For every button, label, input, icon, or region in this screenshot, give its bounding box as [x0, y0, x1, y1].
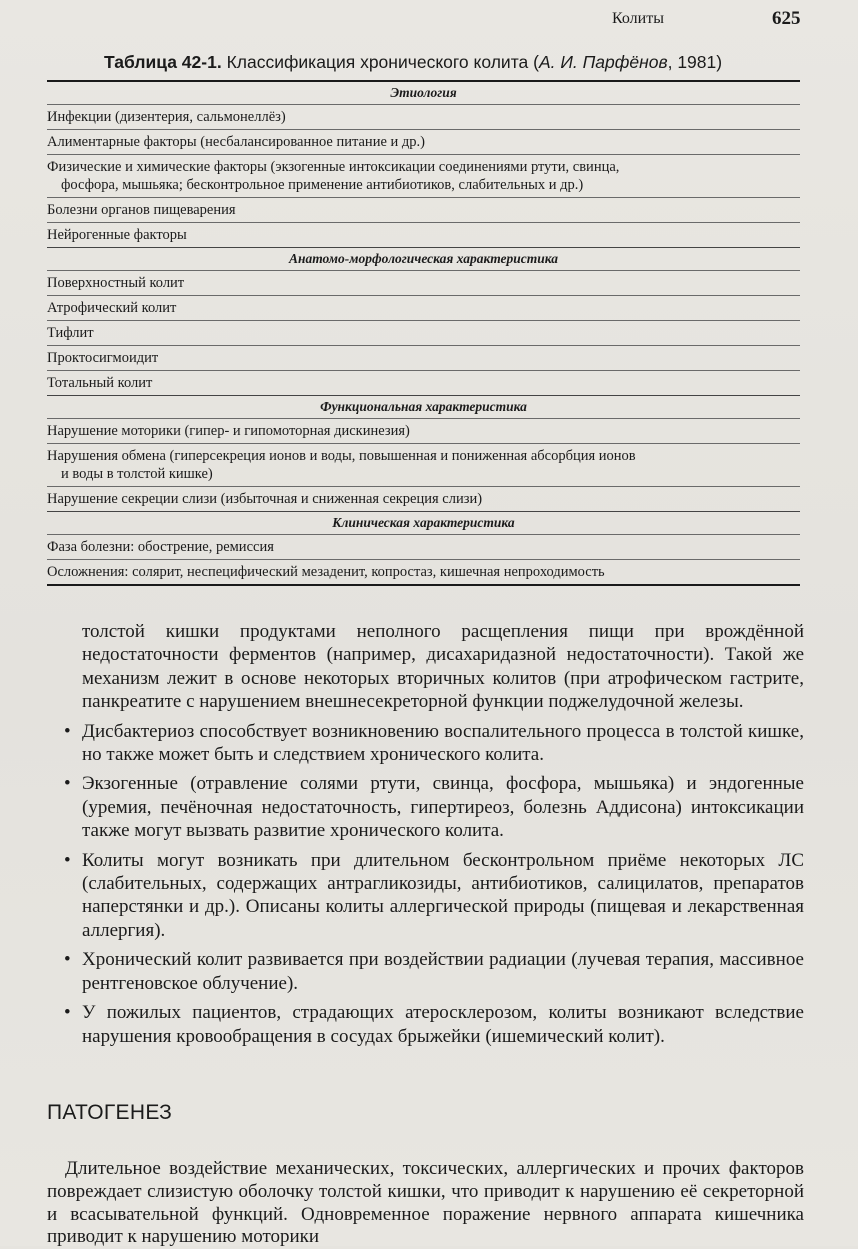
bullet-dot-icon: • — [64, 720, 71, 742]
body-text — [64, 620, 804, 1048]
table-caption-text: Классификация хронического колита ( — [226, 52, 539, 72]
table-bottom-rule — [47, 584, 800, 586]
bullet-item — [64, 772, 804, 842]
page-header — [0, 8, 858, 34]
table-cell-text: Нейрогенные факторы — [47, 227, 187, 243]
table-cell-text: Алиментарные факторы (несбалансированное питание и др.) — [47, 134, 425, 150]
table-row — [47, 295, 800, 320]
table-cell-text: Осложнения: солярит, неспецифический мезаденит, копростаз, кишечная непроходимость — [47, 564, 605, 580]
bullet-dot-icon: • — [64, 773, 71, 795]
table-cell-text: Тифлит — [47, 325, 94, 341]
table-caption-year: , 1981) — [667, 52, 723, 72]
table-cell-text: Фаза болезни: обострение, ремиссия — [47, 539, 274, 555]
page-number: 625 — [772, 8, 801, 29]
table-row — [47, 154, 800, 197]
table-cell-text: Инфекции (дизентерия, сальмонеллёз) — [47, 109, 286, 125]
table-row — [47, 370, 800, 395]
bullet-text: Экзогенные (отравление солями ртути, свинца, фосфора, мышьяка) и эндогенные (уремия, печёночная недостаточность, гипертиреоз, болезнь Аддисона) интоксикации также могут вызвать развитие хронического колита. — [82, 773, 804, 842]
bullet-dot-icon: • — [64, 1002, 71, 1024]
table-cell-text: Болезни органов пищеварения — [47, 202, 236, 218]
table-caption — [104, 52, 804, 73]
section-title-pathogenesis: ПАТОГЕНЕЗ — [47, 1101, 173, 1124]
bullet-text: Хронический колит развивается при воздействии радиации (лучевая терапия, массивное рентгеновское облучение). — [82, 949, 804, 994]
table-row — [47, 222, 800, 247]
table-section-heading: Анатомо-морфологическая характеристика — [47, 247, 800, 270]
bullet-text: Дисбактериоз способствует возникновению воспалительного процесса в толстой кишке, но также может быть и следствием хронического колита. — [82, 720, 804, 766]
table-row — [47, 320, 800, 345]
bullet-item — [64, 948, 804, 995]
table-cell-text: Нарушение секреции слизи (избыточная и сниженная секреция слизи) — [47, 491, 483, 507]
table-row — [47, 129, 800, 154]
table-cell-continuation: фосфора, мышьяка; бесконтрольное применение антибиотиков, слабительных и др.) — [61, 177, 584, 193]
table-cell-text: Нарушения обмена (гиперсекреция ионов и воды, повышенная и пониженная абсорбция ионов — [47, 448, 636, 464]
table-row — [47, 486, 800, 511]
table-row — [47, 534, 800, 559]
bullet-text: Колиты могут возникать при длительном бесконтрольном приёме некоторых ЛС (слабительных, содержащих антрагликозиды, антибиотиков, салицилатов, препаратов наперстянки и др.). Описаны колиты аллергической природы (пищевая и лекарственная аллергия). — [82, 849, 804, 941]
table-section-heading: Функциональная характеристика — [47, 395, 800, 418]
table-row — [47, 559, 800, 584]
bullet-dot-icon: • — [64, 949, 71, 971]
bullet-list — [64, 720, 804, 1048]
table-cell-text: Поверхностный колит — [47, 275, 185, 291]
table-cell-text: Проктосигмоидит — [47, 350, 159, 366]
table-row — [47, 443, 800, 486]
table-section-heading: Этиология — [390, 85, 457, 100]
table-cell-text: Физические и химические факторы (экзогенные интоксикации соединениями ртути, свинца, — [47, 159, 620, 175]
table-cell-text: Атрофический колит — [47, 300, 177, 316]
continuation-paragraph: толстой кишки продуктами неполного расщепления пищи при врождённой недостаточности ферментов (например, дисахаридазной недостаточности). Такой же механизм лежит в основе некоторых вторичных колитов (при атрофическом гастрите, панкреатите с нарушением внешнесекреторной функции поджелудочной железы. — [82, 621, 804, 713]
table-row — [47, 418, 800, 443]
bullet-item — [64, 1001, 804, 1048]
table-row — [47, 104, 800, 129]
table-cell-text: Нарушение моторики (гипер- и гипомоторная дискинезия) — [47, 423, 410, 439]
bullet-text: У пожилых пациентов, страдающих атеросклерозом, колиты возникают вследствие нарушения кровообращения в сосудах брыжейки (ишемический колит). — [82, 1002, 804, 1047]
table-section-heading: Клиническая характеристика — [47, 511, 800, 534]
table-row — [47, 197, 800, 222]
table-label: Таблица 42-1. — [104, 52, 222, 72]
table-cell-text: Тотальный колит — [47, 375, 153, 391]
pathogenesis-paragraph: Длительное воздействие механических, токсических, аллергических и прочих факторов повреждает слизистую оболочку толстой кишки, что приводит к нарушению её секреторной и всасывательной функций. Одновременное поражение нервного аппарата кишечника приводит к нарушению моторики — [47, 1158, 804, 1248]
classification-table — [47, 80, 800, 586]
bullet-item — [64, 720, 804, 767]
table-cell-continuation: и воды в толстой кишке) — [61, 466, 213, 482]
table-row — [47, 270, 800, 295]
table-row — [47, 345, 800, 370]
bullet-dot-icon: • — [64, 849, 71, 871]
running-title: Колиты — [612, 10, 664, 27]
bullet-item — [64, 849, 804, 943]
table-caption-author: А. И. Парфёнов — [538, 52, 668, 72]
